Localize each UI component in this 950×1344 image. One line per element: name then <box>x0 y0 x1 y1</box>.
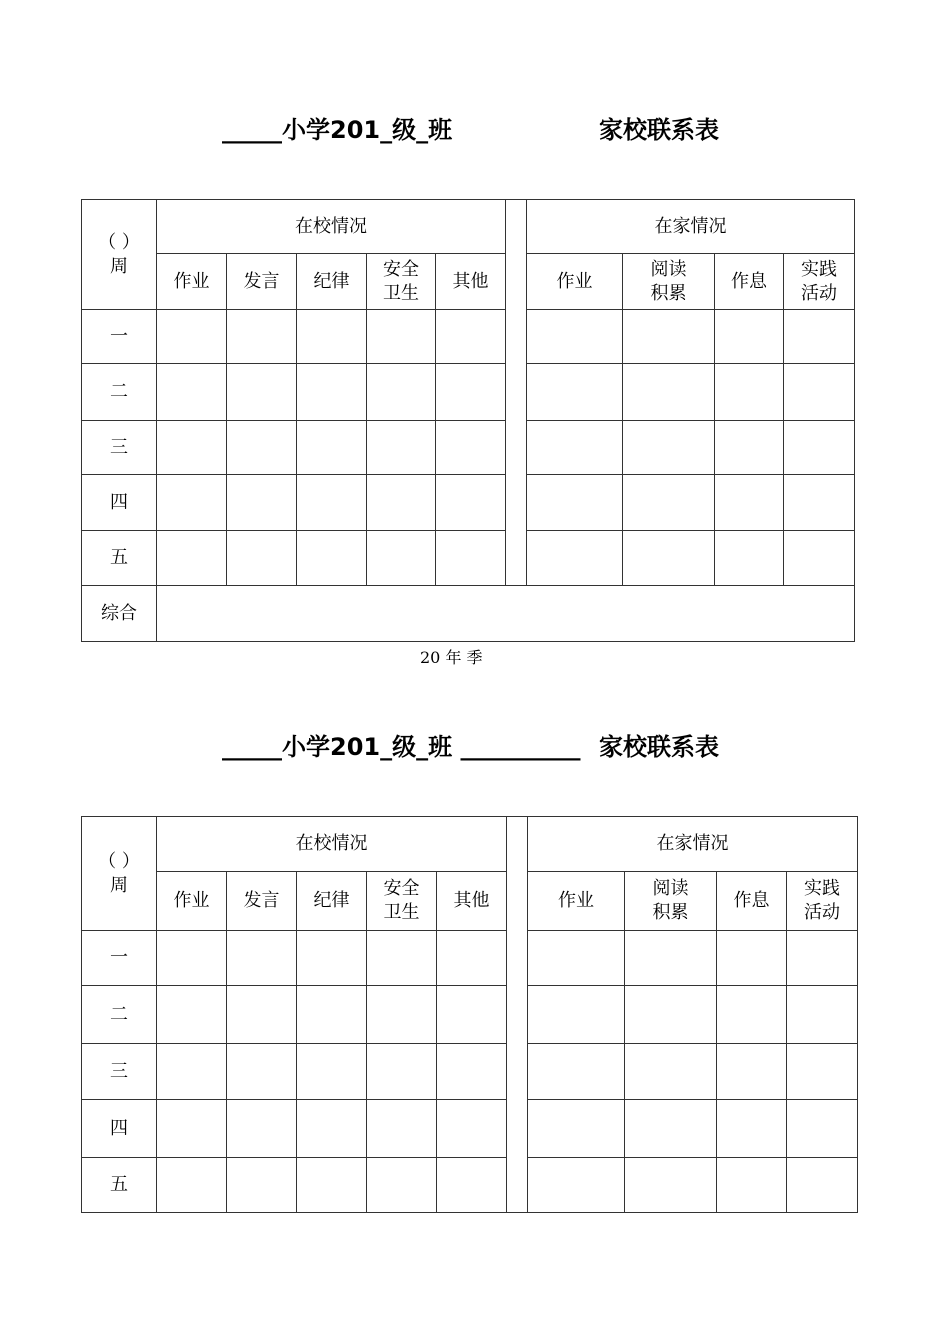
entry-cell[interactable] <box>227 421 297 475</box>
entry-cell[interactable] <box>227 1044 297 1100</box>
entry-cell[interactable] <box>715 310 784 364</box>
entry-cell[interactable] <box>623 310 715 364</box>
column-gap <box>507 817 528 1213</box>
entry-cell[interactable] <box>367 1158 437 1213</box>
school-header: 在校情况 <box>157 200 506 254</box>
entry-cell[interactable] <box>157 1100 227 1158</box>
col-homework: 作业 <box>157 872 227 931</box>
entry-cell[interactable] <box>367 931 437 986</box>
entry-cell[interactable] <box>717 931 787 986</box>
entry-cell[interactable] <box>528 1158 625 1213</box>
entry-cell[interactable] <box>227 531 297 586</box>
entry-cell[interactable] <box>787 1100 858 1158</box>
entry-cell[interactable] <box>297 1044 367 1100</box>
sheet1-title-class: _____小学201_级_班 <box>222 116 453 144</box>
entry-cell[interactable] <box>367 531 436 586</box>
col-reading: 阅读 积累 <box>623 254 715 310</box>
day-label: 三 <box>82 421 157 475</box>
home-header: 在家情况 <box>527 200 855 254</box>
entry-cell[interactable] <box>787 1044 858 1100</box>
week-header: （ ） 周 <box>82 817 157 931</box>
entry-cell[interactable] <box>787 1158 858 1213</box>
col-discipline: 纪律 <box>297 872 367 931</box>
entry-cell[interactable] <box>157 931 227 986</box>
entry-cell[interactable] <box>437 1158 507 1213</box>
entry-cell[interactable] <box>227 364 297 421</box>
col-reading: 阅读 积累 <box>625 872 717 931</box>
entry-cell[interactable] <box>784 421 855 475</box>
entry-cell[interactable] <box>367 475 436 531</box>
entry-cell[interactable] <box>715 475 784 531</box>
col-routine: 作息 <box>717 872 787 931</box>
entry-cell[interactable] <box>715 421 784 475</box>
entry-cell[interactable] <box>227 475 297 531</box>
entry-cell[interactable] <box>625 986 717 1044</box>
entry-cell[interactable] <box>157 475 227 531</box>
entry-cell[interactable] <box>625 931 717 986</box>
col-discipline: 纪律 <box>297 254 367 310</box>
entry-cell[interactable] <box>297 1158 367 1213</box>
table-row <box>82 475 855 531</box>
day-label: 二 <box>82 364 157 421</box>
entry-cell[interactable] <box>367 421 436 475</box>
sheet2-title <box>0 727 950 767</box>
col-other: 其他 <box>437 872 507 931</box>
sheet1-title-name: 家校联系表 <box>599 116 719 144</box>
col-other: 其他 <box>436 254 506 310</box>
entry-cell[interactable] <box>715 364 784 421</box>
col-speaking: 发言 <box>227 872 297 931</box>
col-practice: 实践 活动 <box>787 872 858 931</box>
day-label: 一 <box>82 931 157 986</box>
col-routine: 作息 <box>715 254 784 310</box>
entry-cell[interactable] <box>528 1100 625 1158</box>
entry-cell[interactable] <box>436 364 506 421</box>
col-home-homework: 作业 <box>528 872 625 931</box>
entry-cell[interactable] <box>227 931 297 986</box>
table-row <box>82 1100 858 1158</box>
entry-cell[interactable] <box>625 1044 717 1100</box>
summary-label: 综合 <box>82 586 157 642</box>
entry-cell[interactable] <box>625 1158 717 1213</box>
entry-cell[interactable] <box>436 475 506 531</box>
entry-cell[interactable] <box>157 531 227 586</box>
day-label: 四 <box>82 1100 157 1158</box>
entry-cell[interactable] <box>297 364 367 421</box>
entry-cell[interactable] <box>437 1100 507 1158</box>
column-gap <box>506 200 527 586</box>
school-header: 在校情况 <box>157 817 507 872</box>
entry-cell[interactable] <box>528 1044 625 1100</box>
table-row <box>82 421 855 475</box>
entry-cell[interactable] <box>437 986 507 1044</box>
entry-cell[interactable] <box>297 986 367 1044</box>
entry-cell[interactable] <box>157 364 227 421</box>
day-label: 五 <box>82 531 157 586</box>
entry-cell[interactable] <box>157 421 227 475</box>
entry-cell[interactable] <box>297 310 367 364</box>
entry-cell[interactable] <box>527 531 623 586</box>
entry-cell[interactable] <box>784 310 855 364</box>
table-row <box>82 931 858 986</box>
entry-cell[interactable] <box>623 475 715 531</box>
summary-cell[interactable] <box>157 586 855 642</box>
table-row <box>82 986 858 1044</box>
entry-cell[interactable] <box>787 931 858 986</box>
entry-cell[interactable] <box>367 364 436 421</box>
entry-cell[interactable] <box>528 931 625 986</box>
entry-cell[interactable] <box>625 1100 717 1158</box>
entry-cell[interactable] <box>227 310 297 364</box>
entry-cell[interactable] <box>297 1100 367 1158</box>
entry-cell[interactable] <box>787 986 858 1044</box>
entry-cell[interactable] <box>623 421 715 475</box>
table-row <box>82 586 855 642</box>
day-label: 二 <box>82 986 157 1044</box>
day-label: 三 <box>82 1044 157 1100</box>
entry-cell[interactable] <box>715 531 784 586</box>
entry-cell[interactable] <box>157 1158 227 1213</box>
entry-cell[interactable] <box>527 421 623 475</box>
sheet2-table <box>81 816 858 1213</box>
entry-cell[interactable] <box>297 421 367 475</box>
entry-cell[interactable] <box>157 986 227 1044</box>
season-footer: 20 年 季 <box>420 648 483 667</box>
entry-cell[interactable] <box>717 1044 787 1100</box>
entry-cell[interactable] <box>436 531 506 586</box>
day-label: 五 <box>82 1158 157 1213</box>
entry-cell[interactable] <box>784 531 855 586</box>
sheet1-title <box>0 110 950 150</box>
table-row <box>82 310 855 364</box>
entry-cell[interactable] <box>367 986 437 1044</box>
table-row <box>82 531 855 586</box>
entry-cell[interactable] <box>623 531 715 586</box>
day-label: 一 <box>82 310 157 364</box>
col-practice: 实践 活动 <box>784 254 855 310</box>
entry-cell[interactable] <box>227 1158 297 1213</box>
week-header: （ ） 周 <box>82 200 157 310</box>
entry-cell[interactable] <box>367 1100 437 1158</box>
entry-cell[interactable] <box>227 1100 297 1158</box>
table-row <box>82 1158 858 1213</box>
entry-cell[interactable] <box>227 986 297 1044</box>
entry-cell[interactable] <box>297 531 367 586</box>
day-label: 四 <box>82 475 157 531</box>
entry-cell[interactable] <box>157 1044 227 1100</box>
col-safety-hygiene: 安全 卫生 <box>367 872 437 931</box>
sheet2-title-class: _____小学201_级_班 __________ <box>222 733 581 761</box>
entry-cell[interactable] <box>437 1044 507 1100</box>
entry-cell[interactable] <box>528 986 625 1044</box>
entry-cell[interactable] <box>367 1044 437 1100</box>
entry-cell[interactable] <box>297 475 367 531</box>
entry-cell[interactable] <box>717 1100 787 1158</box>
table-row <box>82 1044 858 1100</box>
entry-cell[interactable] <box>623 364 715 421</box>
entry-cell[interactable] <box>436 310 506 364</box>
entry-cell[interactable] <box>437 931 507 986</box>
entry-cell[interactable] <box>367 310 436 364</box>
entry-cell[interactable] <box>527 475 623 531</box>
entry-cell[interactable] <box>784 475 855 531</box>
col-homework: 作业 <box>157 254 227 310</box>
entry-cell[interactable] <box>527 364 623 421</box>
entry-cell[interactable] <box>436 421 506 475</box>
entry-cell[interactable] <box>717 1158 787 1213</box>
sheet2-title-name: 家校联系表 <box>599 733 719 761</box>
table-row <box>82 364 855 421</box>
home-header: 在家情况 <box>528 817 858 872</box>
sheet1-table <box>81 199 855 642</box>
entry-cell[interactable] <box>297 931 367 986</box>
col-home-homework: 作业 <box>527 254 623 310</box>
entry-cell[interactable] <box>717 986 787 1044</box>
entry-cell[interactable] <box>784 364 855 421</box>
col-speaking: 发言 <box>227 254 297 310</box>
entry-cell[interactable] <box>157 310 227 364</box>
entry-cell[interactable] <box>527 310 623 364</box>
col-safety-hygiene: 安全 卫生 <box>367 254 436 310</box>
